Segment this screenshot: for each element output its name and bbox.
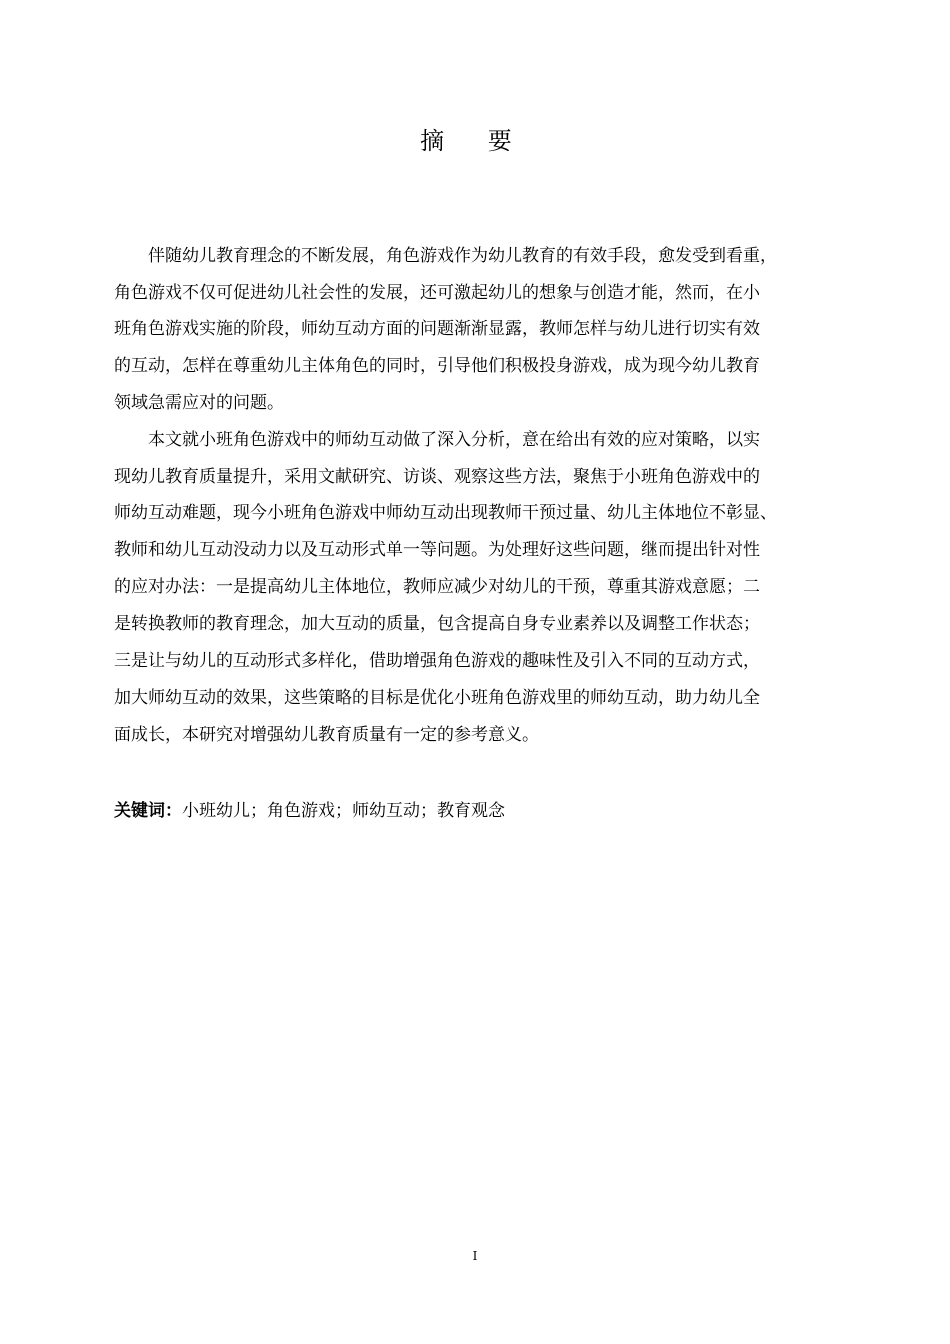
keywords [114,798,505,824]
abstract-line: 的应对办法：一是提高幼儿主体地位，教师应减少对幼儿的干预，尊重其游戏意愿；二 [114,577,760,597]
page-title: 摘 要 [420,127,530,155]
abstract-line: 的互动，怎样在尊重幼儿主体角色的同时，引导他们积极投身游戏，成为现今幼儿教育 [114,356,760,376]
abstract-line: 伴随幼儿教育理念的不断发展，角色游戏作为幼儿教育的有效手段，愈发受到看重， [148,246,777,266]
abstract-line: 现幼儿教育质量提升，采用文献研究、访谈、观察这些方法，聚焦于小班角色游戏中的 [114,467,760,487]
abstract-line: 角色游戏不仅可促进幼儿社会性的发展，还可激起幼儿的想象与创造才能，然而，在小 [114,283,760,303]
keywords-value: 小班幼儿；角色游戏；师幼互动；教育观念 [182,801,505,821]
abstract-line: 领域急需应对的问题。 [114,393,284,413]
abstract-line: 师幼互动难题，现今小班角色游戏中师幼互动出现教师干预过量、幼儿主体地位不彰显、 [114,503,777,523]
abstract-line: 是转换教师的教育理念，加大互动的质量，包含提高自身专业素养以及调整工作状态； [114,614,760,634]
page-number: I [472,1249,478,1263]
abstract-line: 教师和幼儿互动没动力以及互动形式单一等问题。为处理好这些问题，继而提出针对性 [114,540,760,560]
abstract-line: 本文就小班角色游戏中的师幼互动做了深入分析，意在给出有效的应对策略，以实 [148,430,760,450]
keywords-label: 关键词： [114,801,182,821]
abstract-line: 三是让与幼儿的互动形式多样化，借助增强角色游戏的趣味性及引入不同的互动方式， [114,651,760,671]
abstract-line: 加大师幼互动的效果，这些策略的目标是优化小班角色游戏里的师幼互动，助力幼儿全 [114,688,760,708]
abstract-line: 班角色游戏实施的阶段，师幼互动方面的问题渐渐显露，教师怎样与幼儿进行切实有效 [114,319,760,339]
abstract-line: 面成长，本研究对增强幼儿教育质量有一定的参考意义。 [114,725,539,745]
